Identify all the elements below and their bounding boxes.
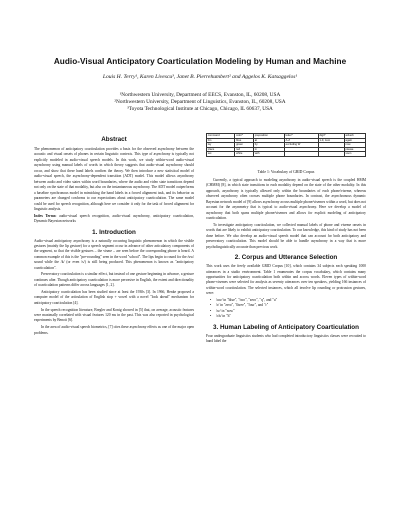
table-cell: by <box>253 143 284 148</box>
selected-instances-list <box>206 298 366 320</box>
table-caption: Table 1: Vocabulary of GRID Corpus <box>257 170 315 174</box>
table-cell: green <box>235 143 254 148</box>
table-cell: lay <box>207 143 235 148</box>
table-cell: 1-9, zero <box>318 138 344 143</box>
right-column <box>206 178 366 346</box>
table-cell: excluding W <box>284 143 318 148</box>
table-cell: with <box>253 152 284 157</box>
vocabulary-table <box>206 133 366 157</box>
section-heading-corpus: 2. Corpus and Utterance Selection <box>234 254 338 262</box>
list-item: • /uw/ in "blue", "two", "zero", "q", and "u" <box>216 298 366 303</box>
paper-title: Audio-Visual Anticipatory Coarticulation Modeling by Human and Machine <box>53 57 347 66</box>
abstract-heading: Abstract <box>101 136 127 143</box>
affiliation-1: ¹Northwestern University, Department of EECS, Evanston, IL, 60208, USA <box>119 92 281 98</box>
table-cell: bin <box>207 138 235 143</box>
left-column <box>34 147 194 337</box>
index-terms-text: audio-visual speech recognition, audio-visual asynchrony, anticipatory coarticulation, Dynamic Bayesian networks <box>34 213 194 224</box>
table-header-cell: command <box>207 134 235 139</box>
table-cell: soon <box>344 152 365 157</box>
table-cell: again <box>344 138 365 143</box>
intro-paragraph: Anticipatory coarticulation has been studied since at least the 1930s [3]. In 1966, Henke proposed a computer model of the articulation of English stop + vowel with a novel "look ahead" mechanism for anticipatory coarticulation [4]. <box>34 289 194 305</box>
intro-paragraph: In the speech recognition literature, Bregler and Konig showed in [5] that, on average, acoustic features were maximally correlated with visual features 120 ms in the past. This was also reported in psychological experiments by Benoit [6]. <box>34 307 194 323</box>
table-header-cell: adverb <box>344 134 365 139</box>
affiliation-3: ³Toyota Technological Institute at Chicago, Chicago, IL 60637, USA <box>127 106 273 112</box>
list-item: • /ch/ in "h" <box>216 314 366 319</box>
table-header-cell: preposition <box>253 134 284 139</box>
author-list: Louis H. Terry¹, Karen Livescu³, Janet B. Pierrehumbert² and Aggelos K. Katsaggelos¹ <box>102 74 298 80</box>
corpus-paragraph: This work uses the freely available GRID Corpus [10], which contains 34 subjects each speaking 1000 utterances in a studio environment. Table 1 enumerates the corpus vocabulary, which contains many opportunities for anticipatory coarticulation both within and across words. Eleven types of within-word phone-visemes were selected for analysis as seventy utterances over ten speakers, yielding 166 instances of within-word coarticulation. The selected instances, which all involve lip rounding or protrusion gestures, were: <box>206 264 366 296</box>
table-cell: in <box>253 147 284 152</box>
intro-paragraph: Preservatory coarticulation is a similar effect, but instead of one gesture beginning in advance, a gesture continues after. Though anticipatory coarticulation is more pervasive in English, the extent and directionality of coarticulation patterns differ across languages [1, 2]. <box>34 272 194 288</box>
table-cell: please <box>344 147 365 152</box>
table-row <box>207 152 366 157</box>
affiliation-2: ²Northwestern University, Department of Linguistics, Evanston, IL, 60208, USA <box>114 99 286 105</box>
intro-paragraph: Audio-visual anticipatory asynchrony is a naturally occurring linguistic phenomenon in which the visible gestures (mainly the lip gesture) for a speech segment occur in advance of other articulatory components of the segment, so that the visible gestures – the visme – are seen before the corresponding phone is heard. A common example of this is the "pre-rounding" seen in the word "school". The lips begin to round for the /uw/ sound while the /k/ (or even /s/) is still being produced. This phenomenon is known as "anticipatory coarticulation". <box>34 238 194 270</box>
section-heading-human-labeling: 3. Human Labeling of Anticipatory Coarticulation <box>212 323 359 331</box>
index-terms <box>34 214 194 225</box>
table-cell: A-Z <box>284 138 318 143</box>
abstract-text: The phenomenon of anticipatory coarticulation provides a basis for the observed asynchrony between the acoustic and visual onsets of phones in certain linguistic contexts. This type of asynchrony is typically not explicitly modeled in audio-visual speech models. In this work, we study within-word audio-visual asynchrony using manual labels of words in which theory suggests that audio-visual asynchrony should occur, and show that these hand labels confirm the theory. We then introduce a new statistical model of audio-visual speech, the asynchrony-dependent transition (ADT) model. This model allows asynchrony between audio and video states within word boundaries, where the audio and video state transitions depend not only on the state of that modality, but also on the instantaneous asynchrony. The ADT model outperforms a baseline synchronous model in mimicking the hand labels in a forced alignment task, and its behavior as parameters are changed conforms to our expectations about anticipatory coarticulation. The same model could be used for speech recognition, although here we consider it only for the task of forced alignment for linguistic analysis. <box>34 147 194 211</box>
table-cell <box>284 152 318 157</box>
index-terms-label: Index Terms: <box>34 213 57 218</box>
table-cell: place <box>207 147 235 152</box>
body-paragraph: Currently, a typical approach to modeling asynchrony in audio-visual speech is the coupled HMM (CHMM) [8], in which state transitions in each modality depend on the state of the other modality. In this approach, asynchrony is typically allowed only within the boundaries of each phone/viseme, whereas observed asynchrony often crosses multiple phone boundaries. In contrast, the asynchronous dynamic Bayesian network model of [9] allows asynchrony across multiple phone/visemes within a word, but does not account for the asymmetry that is typical to audio-visual asynchrony. Here we develop a model of asynchrony that both spans multiple phone/visemes and allows for explicit modeling of anticipatory coarticulation. <box>206 178 366 221</box>
section-heading-introduction: 1. Introduction <box>92 228 136 236</box>
table-cell: at <box>253 138 284 143</box>
table-cell: now <box>344 143 365 148</box>
table-cell <box>318 152 344 157</box>
table-header-cell: letter* <box>284 134 318 139</box>
list-item: • /w/ in "now" <box>216 309 366 314</box>
table-header-cell: color* <box>235 134 254 139</box>
table-cell: blue <box>235 138 254 143</box>
table-cell: red <box>235 147 254 152</box>
table-cell: set <box>207 152 235 157</box>
table-cell: white <box>235 152 254 157</box>
body-paragraph: To investigate anticipatory coarticulation, we collected manual labels of phone and viseme onsets in words that are likely to exhibit anticipatory coarticulation. To our knowledge, this kind of study has not been done before. We also develop an audio-visual speech model that can account for both anticipatory and preservatory coarticulation. This model should be able to handle asynchrony in a way that is more psycholinguistically accurate than previous work. <box>206 222 366 249</box>
human-labeling-paragraph: Four undergraduate linguistics students who had completed introductory linguistics classes were recruited to hand label the <box>206 333 366 344</box>
intro-paragraph: In the area of audio-visual speech biometrics, [7] cites these asynchrony effects as one of the major open problems. <box>34 325 194 335</box>
list-item: • /r/ in "zero", "three", "four", and "r" <box>216 303 366 308</box>
table-header-cell: digit* <box>318 134 344 139</box>
